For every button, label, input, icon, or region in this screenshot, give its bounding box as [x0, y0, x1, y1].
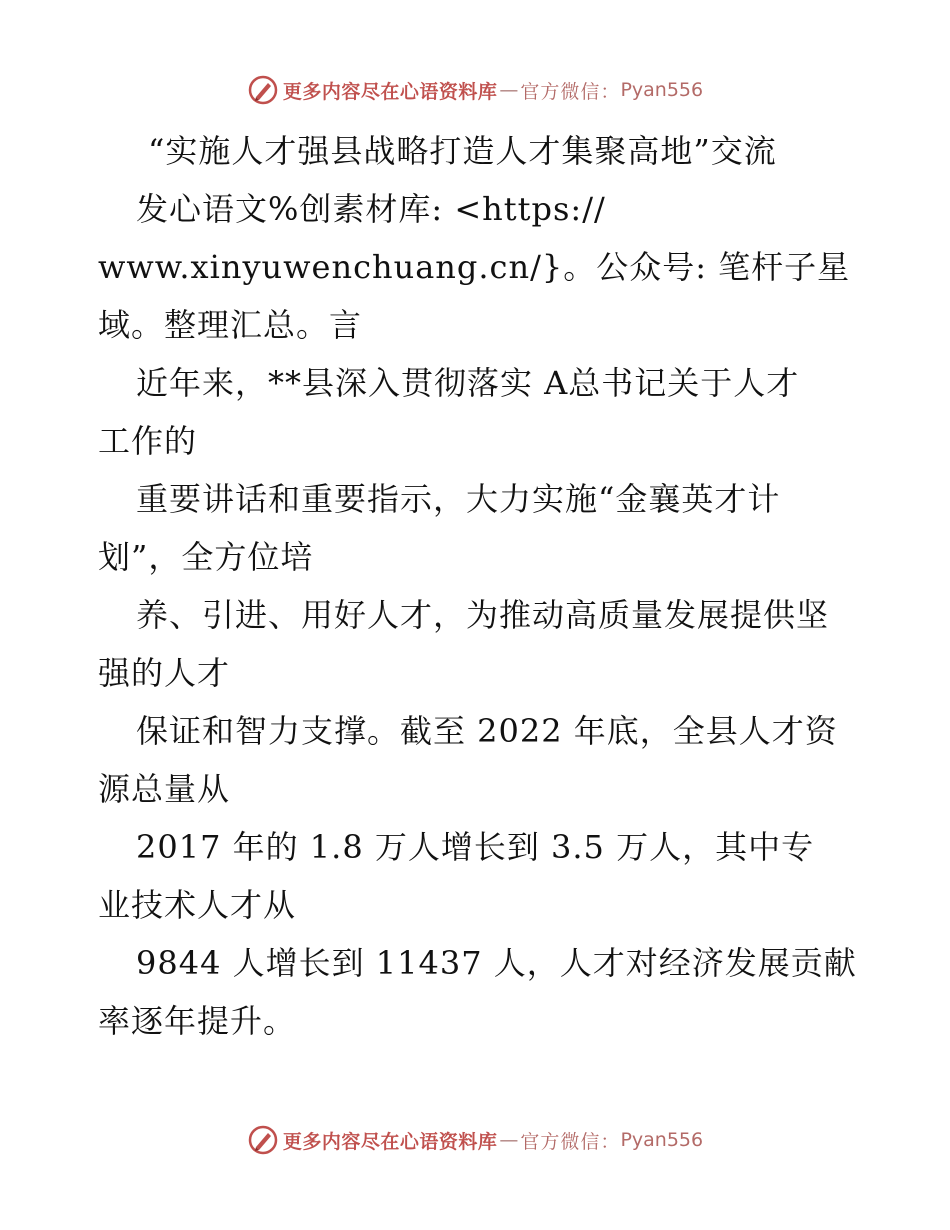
text-line: 源总量从 — [98, 770, 231, 808]
footer-watermark — [0, 1120, 950, 1160]
text-line: 率逐年提升。 — [98, 1002, 297, 1040]
text-line: 强的人才 — [98, 654, 231, 692]
pen-logo-icon — [247, 74, 279, 106]
text-line: 划”，全方位培 — [98, 538, 314, 576]
document-body — [98, 122, 868, 1050]
text-line: 2017 年的 1.8 万人增长到 3.5 万人，其中专 — [136, 828, 815, 866]
watermark-site-text: 更多内容尽在心语资料库 — [282, 1130, 498, 1153]
text-line: 保证和智力支撑。截至 2022 年底，全县人才资 — [136, 712, 838, 750]
text-line: 养、引进、用好人才，为推动高质量发展提供坚 — [136, 596, 830, 634]
text-line: 9844 人增长到 11437 人，人才对经济发展贡献 — [136, 944, 857, 982]
text-line: www.xinyuwenchuang.cn/}。公众号: 笔杆子星 — [98, 248, 851, 286]
document-title: “实施人才强县战略打造人才集聚高地”交流 — [148, 132, 777, 170]
watermark-wechat-id: Pyan556 — [620, 1129, 704, 1151]
watermark-wechat-id: Pyan556 — [620, 79, 704, 101]
pen-logo-icon — [247, 1124, 279, 1156]
text-line: 业技术人才从 — [98, 886, 297, 924]
header-watermark — [0, 70, 950, 110]
watermark-separator: — — [499, 79, 519, 101]
text-line: 域。整理汇总。言 — [98, 306, 363, 344]
watermark-site-text: 更多内容尽在心语资料库 — [282, 80, 498, 103]
text-line: 工作的 — [98, 422, 198, 460]
watermark-separator: — — [499, 1129, 519, 1151]
text-line: 重要讲话和重要指示，大力实施“金襄英才计 — [136, 480, 781, 518]
text-line: 近年来，**县深入贯彻落实 A总书记关于人才 — [136, 364, 800, 402]
watermark-wechat-label: 官方微信： — [520, 80, 621, 103]
text-line: 发心语文%创素材库: <https:// — [136, 190, 606, 228]
watermark-wechat-label: 官方微信： — [520, 1130, 621, 1153]
